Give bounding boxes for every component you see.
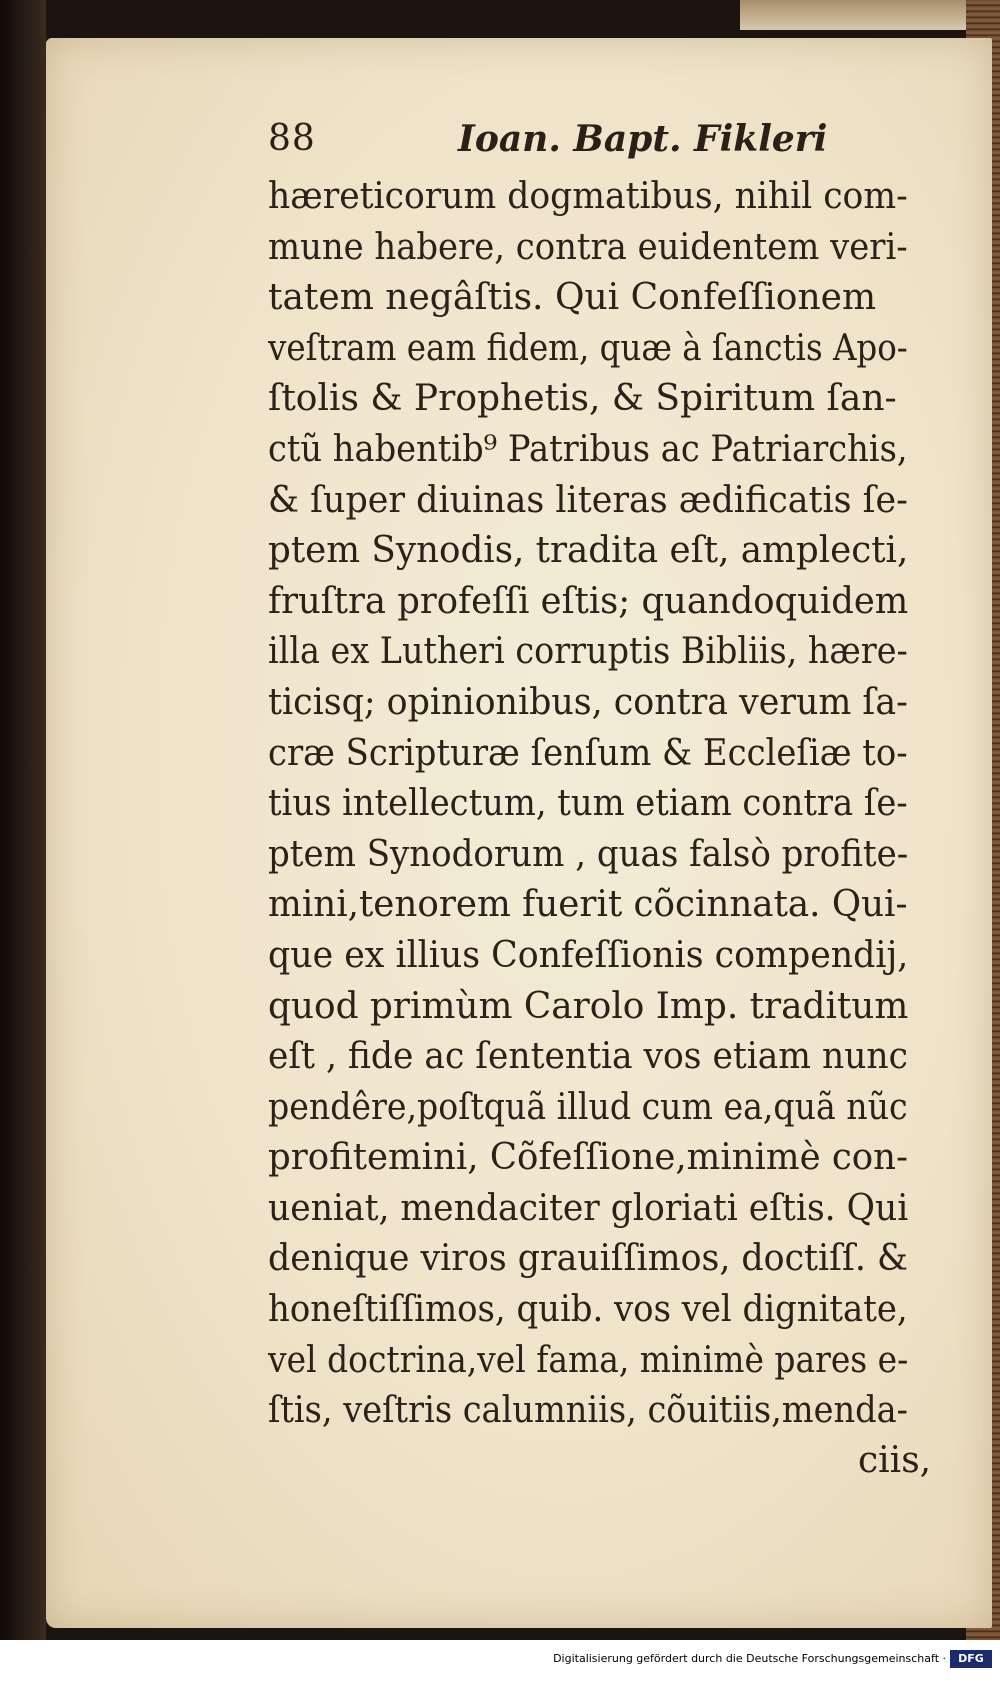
text-line: mune habere, contra euidentem veri- <box>268 226 908 268</box>
funding-credit: Digitalisierung gefördert durch die Deutsche Forschungsgemeinschaft · <box>553 1652 946 1665</box>
text-line: eſt , fide ac ſententia vos etiam nunc <box>268 1036 908 1078</box>
text-line: ptem Synodis, tradita eſt, amplecti, <box>268 530 909 572</box>
text-line: fruſtra profeſſi eſtis; quandoquidem <box>268 580 909 622</box>
text-line: cræ Scripturæ ſenſum & Eccleſiæ to- <box>268 732 908 774</box>
running-head: Ioan. Bapt. Fikleri <box>458 118 828 160</box>
text-line: quod primùm Carolo Imp. traditum <box>268 985 909 1027</box>
text-line: denique viros grauiſſimos, doctiſſ. & <box>268 1238 908 1280</box>
text-line: pendêre,poſtquã illud cum ea,quã nũc <box>268 1086 908 1128</box>
text-line: mini,tenorem fuerit cõcinnata. Qui- <box>268 884 908 926</box>
text-line: ticisq; opinionibus, contra verum ſa- <box>268 681 908 723</box>
text-line: profitemini, Cõfeſſione,minimè con- <box>268 1137 908 1179</box>
text-line: ſtis, veſtris calumniis, cõuitiis,menda- <box>268 1390 909 1432</box>
text-line: ueniat, mendaciter gloriati eſtis. Qui <box>268 1187 909 1229</box>
page-number: 88 <box>268 118 316 159</box>
catchword: ciis, <box>858 1440 932 1481</box>
text-line: que ex illius Confeſſionis compendij, <box>268 934 909 976</box>
text-line: honeſtiſſimos, quib. vos vel dignitate, <box>268 1289 908 1331</box>
text-line: tius intellectum, tum etiam contra ſe- <box>268 783 908 825</box>
text-line: ctũ habentib⁹ Patribus ac Patriarchis, <box>268 428 908 470</box>
text-line: illa ex Lutheri corruptis Bibliis, hære- <box>268 631 908 673</box>
text-line: & ſuper diuinas literas ædificatis ſe- <box>268 479 908 521</box>
text-line: ptem Synodorum , quas falsò profite- <box>268 833 909 875</box>
text-line: vel doctrina,vel fama, minimè pares e- <box>268 1339 909 1381</box>
page-header <box>268 118 928 168</box>
text-line: hæreticorum dogmatibus, nihil com- <box>268 176 908 217</box>
text-line: veſtram eam fidem, quæ à ſanctis Apo- <box>268 327 908 369</box>
text-line: tatem negâſtis. Qui Confeſſionem <box>268 277 877 319</box>
text-line: ſtolis & Prophetis, & Spiritum ſan- <box>268 378 897 420</box>
book-binding-edge <box>0 0 46 1640</box>
page-body-text <box>268 172 928 1437</box>
scan-background-strip <box>740 0 1000 30</box>
footer-bar <box>0 1640 1000 1684</box>
dfg-logo-icon: DFG <box>950 1650 992 1668</box>
